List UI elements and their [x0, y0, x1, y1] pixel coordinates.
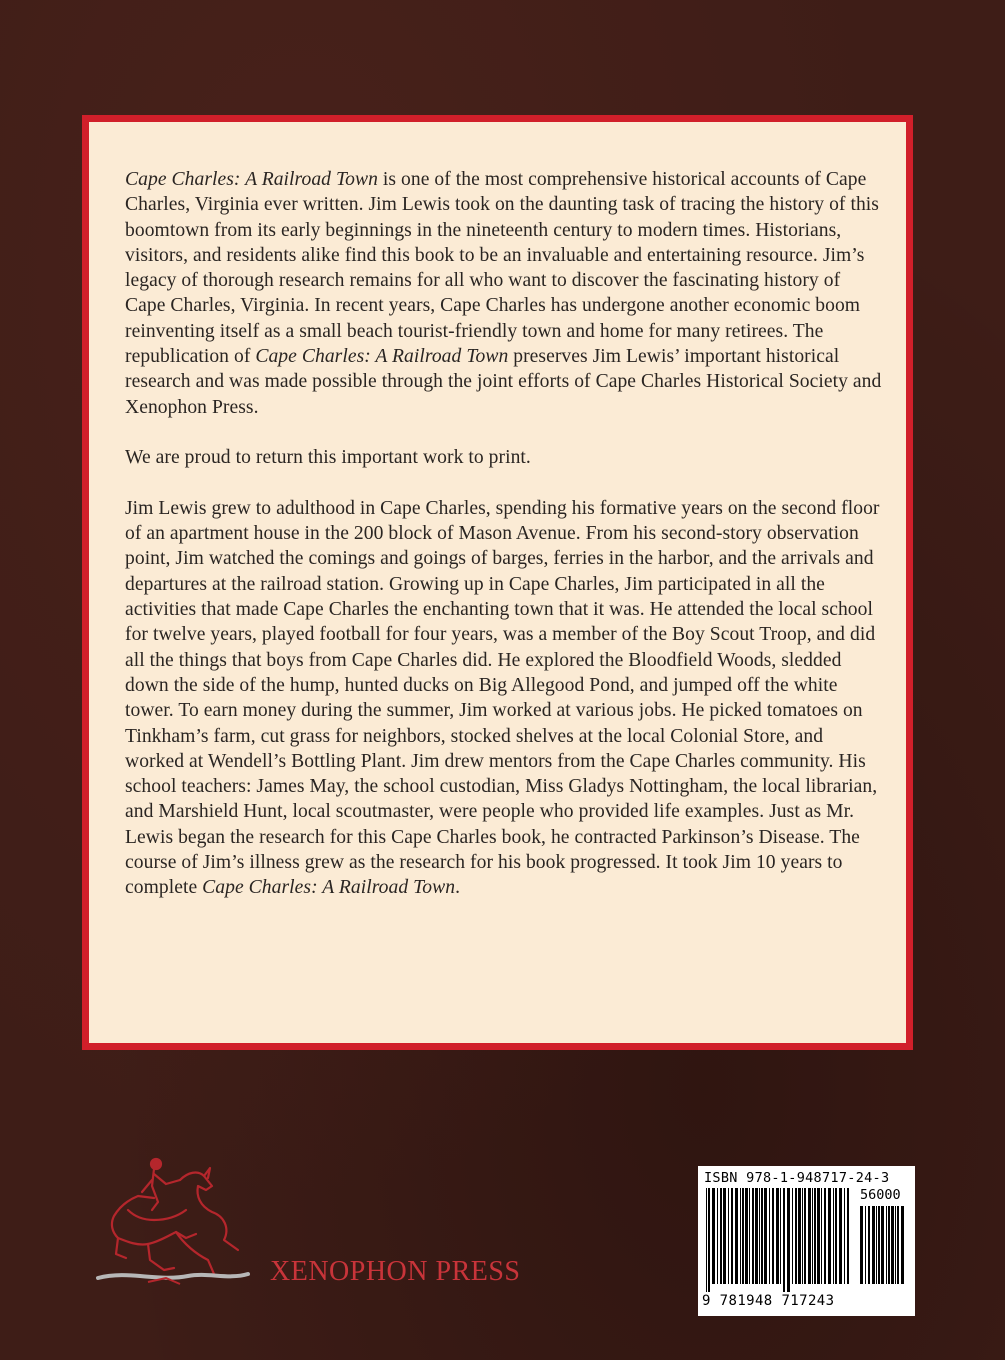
barcode-bar	[783, 1188, 785, 1292]
barcode-bar	[717, 1188, 718, 1284]
price-code: 56000	[860, 1187, 901, 1203]
book-title: Cape Charles: A Railroad Town	[202, 877, 456, 899]
barcode-bar	[839, 1188, 842, 1284]
barcode-bar	[720, 1188, 722, 1284]
barcode-bar	[735, 1188, 738, 1284]
barcode-bar	[795, 1188, 797, 1284]
barcode-bar	[769, 1188, 770, 1284]
barcode-bar	[798, 1188, 801, 1284]
barcode-bar	[860, 1206, 863, 1284]
description-text	[125, 167, 885, 926]
publisher-name: XENOPHON PRESS	[270, 1256, 521, 1287]
barcode-bar	[776, 1188, 779, 1284]
barcode-bar	[764, 1188, 767, 1284]
barcode-bar	[780, 1188, 781, 1284]
barcode-bar	[804, 1188, 806, 1284]
barcode-bar	[772, 1188, 774, 1284]
barcode-bar	[742, 1188, 744, 1284]
barcode-bar	[847, 1188, 849, 1284]
barcode-bar	[740, 1188, 741, 1284]
book-title: Cape Charles: A Railroad Town	[125, 169, 378, 190]
barcode-bar	[712, 1188, 715, 1284]
barcode-bar	[886, 1206, 887, 1284]
paragraph-1-text-b: preserves Jim Lewis’ important historical research and was made possible through the joint efforts of Cape Charles Historical Society and Xenophon Press.	[125, 346, 882, 418]
barcode-bar	[814, 1188, 816, 1284]
description-paragraph-1	[125, 167, 885, 420]
book-title: Cape Charles: A Railroad Town	[255, 346, 509, 368]
barcode-bar	[835, 1188, 837, 1284]
barcode-bar	[787, 1188, 790, 1292]
barcode-bar	[844, 1188, 845, 1284]
ean-barcode-bars	[704, 1188, 852, 1292]
barcode-bar	[792, 1188, 793, 1284]
barcode-bar	[749, 1188, 750, 1284]
isbn-barcode	[698, 1166, 915, 1316]
barcode-bar	[755, 1188, 758, 1284]
barcode-bar	[872, 1206, 875, 1284]
description-panel	[82, 115, 913, 1050]
barcode-bar	[821, 1188, 822, 1284]
barcode-number: 9 781948 717243	[702, 1293, 835, 1309]
barcode-bar	[723, 1188, 726, 1284]
paragraph-3-text: Jim Lewis grew to adulthood in Cape Charles, spending his formative years on the second floor of an apartment house in the 200 block of Mason Avenue. From his second-story observation point, Jim watched the comings and goings of barges, ferries in the harbor, and the arrivals and departures at the railroad station. Growing up in Cape Charles, Jim participated in all the activities that made Cape Charles the enchanting town that it was. He attended the local school for twelve years, played football for four years, was a member of the Boy Scout Troop, and did all the things that boys from Cape Charles did. He explored the Bloodfield Woods, sledded down the side of the hump, hunted ducks on Big Allegood Pond, and jumped off the white tower. To earn money during the summer, Jim worked at various jobs. He picked tomatoes on Tinkham’s farm, cut grass for neighbors, stocked shelves at the local Colonial Store, and worked at Wendell’s Bottling Plant. Jim drew mentors from the Cape Charles community. His school teachers: James May, the school custodian, Miss Gladys Nottingham, the local librarian, and Marshield Hunt, local scoutmaster, were people who provided life examples. Just as Mr. Lewis began the research for this Cape Charles book, he contracted Parkinson’s Disease. The course of Jim’s illness grew as the research for his book progressed. It took Jim 10 years to complete	[125, 497, 880, 899]
barcode-bar	[895, 1206, 896, 1284]
paragraph-1-text-a: is one of the most comprehensive historical accounts of Cape Charles, Virginia ever written. Jim Lewis took on the daunting task of tracing the history of this boomtown from its early beginnings in the nineteenth century to modern times. Historians, visitors, and residents alike find this book to be an invaluable and entertaining resource. Jim’s legacy of thorough research remains for all who want to discover the fascinating history of Cape Charles, Virginia. In recent years, Cape Charles has undergone another economic boom reinventing itself as a small beach tourist-friendly town and home for many retirees. The republication of	[125, 169, 879, 368]
isbn-label: ISBN 978-1-948717-24-3	[704, 1170, 890, 1186]
barcode-bar	[876, 1206, 877, 1284]
price-addon-bars	[858, 1206, 908, 1292]
barcode-bar	[891, 1206, 894, 1284]
barcode-bar	[888, 1206, 890, 1284]
barcode-bar	[802, 1188, 803, 1284]
barcode-bar	[706, 1188, 707, 1292]
paragraph-3-end: .	[455, 877, 461, 899]
barcode-bar	[881, 1206, 884, 1284]
barcode-bar	[728, 1188, 729, 1284]
description-paragraph-3	[125, 496, 885, 901]
barcode-bar	[708, 1188, 710, 1292]
horse-and-rider-logo-icon	[88, 1150, 268, 1288]
barcode-bar	[868, 1206, 870, 1284]
barcode-bar	[897, 1206, 899, 1284]
barcode-bar	[808, 1188, 811, 1284]
barcode-bar	[824, 1188, 826, 1284]
barcode-bar	[752, 1188, 754, 1284]
barcode-bar	[731, 1188, 733, 1284]
barcode-bar	[761, 1188, 763, 1284]
barcode-bar	[878, 1206, 880, 1284]
barcode-bar	[833, 1188, 834, 1284]
barcode-bar	[865, 1206, 866, 1284]
description-paragraph-2: We are proud to return this important work to print.	[125, 447, 531, 469]
barcode-bar	[759, 1188, 760, 1284]
barcode-bar	[817, 1188, 820, 1284]
barcode-bar	[745, 1188, 748, 1284]
barcode-bar	[828, 1188, 831, 1284]
barcode-bar	[812, 1188, 813, 1284]
barcode-bar	[901, 1206, 904, 1284]
